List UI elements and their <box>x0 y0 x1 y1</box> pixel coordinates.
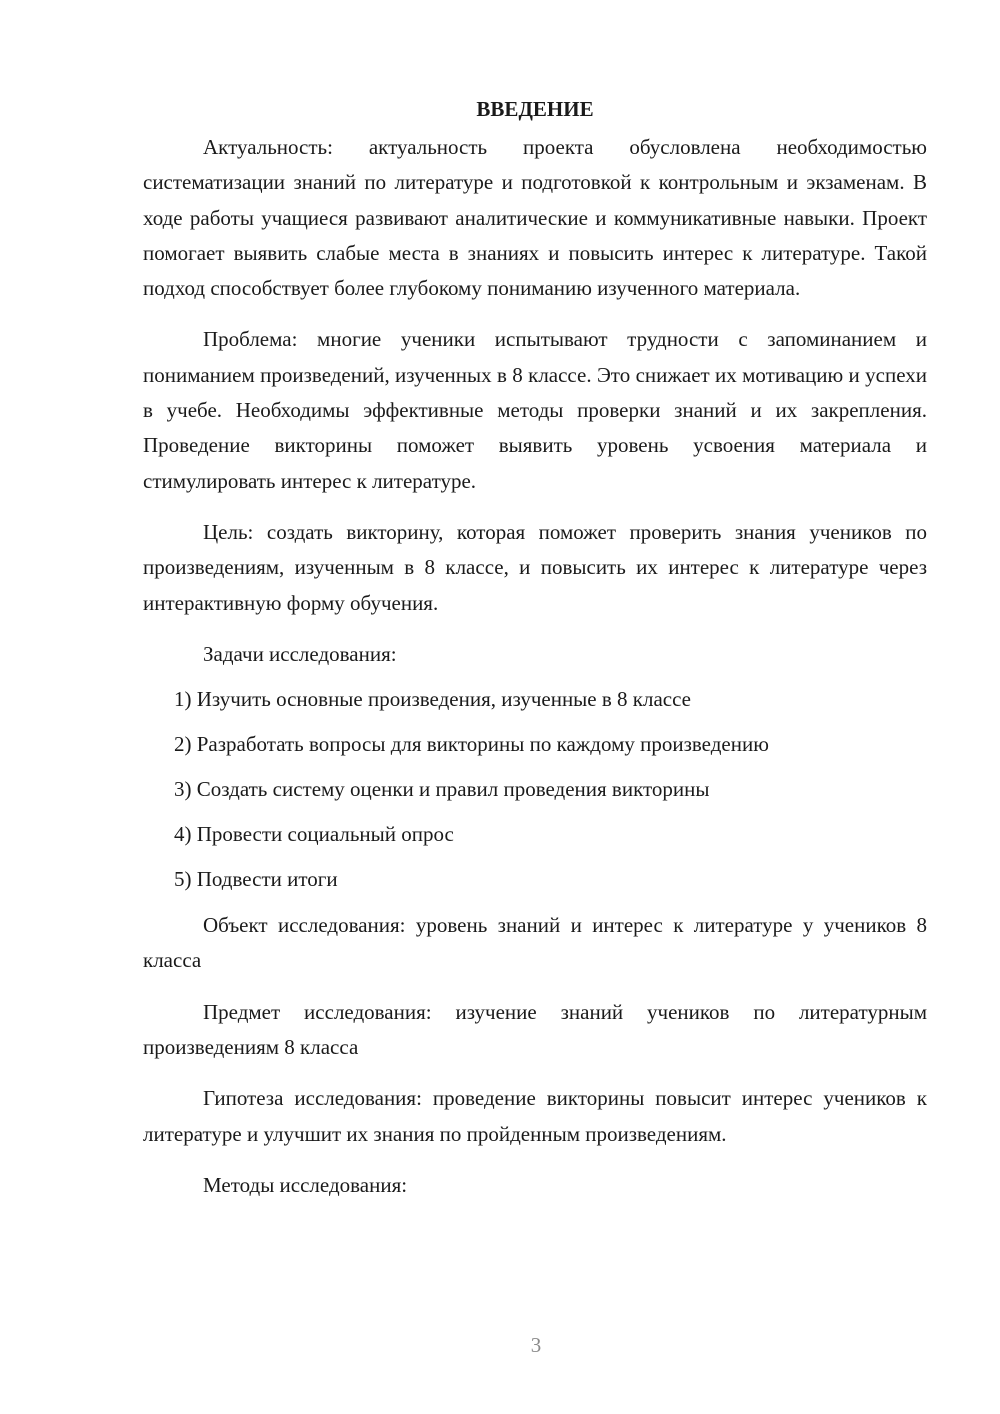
paragraph-object: Объект исследования: уровень знаний и интерес к литературе у учеников 8 класса <box>143 913 927 973</box>
page-number: 3 <box>530 1333 542 1357</box>
tasks-list <box>143 682 927 897</box>
paragraph-subject: Предмет исследования: изучение знаний учеников по литературным произведениям 8 класса <box>143 999 927 1060</box>
task-item: 1) Изучить основные произведения, изученные в 8 классе <box>174 687 692 712</box>
paragraph-relevance: Актуальность: актуальность проекта обусловлена необходимостью систематизации знаний по литературе и подготовкой к контрольным и экзаменам. В ходе работы учащиеся развивают аналитические и коммуникативные навыки. Проект помогает выявить слабые места в знаниях и повысить интерес к литературе. Такой подход способствует более глубокому пониманию изученного материала. <box>143 135 927 301</box>
task-item: 2) Разработать вопросы для викторины по каждому произведению <box>174 732 769 757</box>
section-title: ВВЕДЕНИЕ <box>476 97 594 121</box>
tasks-heading: Задачи исследования: <box>203 641 397 666</box>
task-item: 4) Провести социальный опрос <box>174 822 454 847</box>
paragraph-problem: Проблема: многие ученики испытывают трудности с запоминанием и пониманием произведений, изученных в 8 классе. Это снижает их мотивацию и успехи в учебе. Необходимы эффективные методы проверки знаний и их закрепления. Проведение викторины поможет выявить уровень усвоения материала и стимулировать интерес к литературе. <box>143 327 927 493</box>
task-item: 5) Подвести итоги <box>174 867 338 892</box>
task-item: 3) Создать систему оценки и правил проведения викторины <box>174 777 710 802</box>
paragraph-goal: Цель: создать викторину, которая поможет проверить знания учеников по произведениям, изученным в 8 классе, и повысить их интерес к литературе через интерактивную форму обучения. <box>143 519 927 615</box>
methods-heading: Методы исследования: <box>203 1172 408 1197</box>
document-body <box>143 92 927 1213</box>
paragraph-hypothesis: Гипотеза исследования: проведение викторины повысит интерес учеников к литературе и улучшит их знания по пройденным произведениям. <box>143 1086 927 1146</box>
